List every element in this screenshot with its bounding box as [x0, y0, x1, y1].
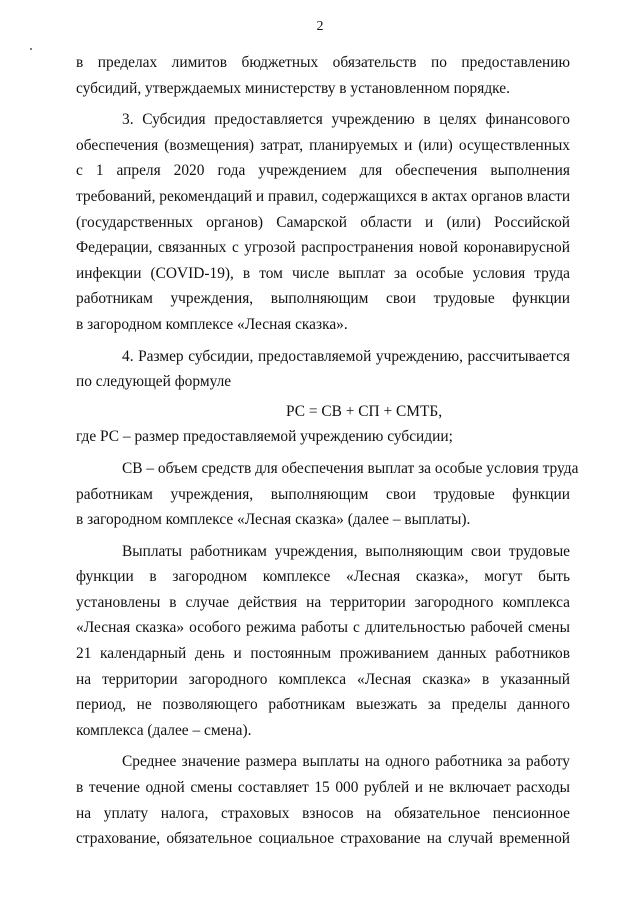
text-line: Выплаты работникам учреждения, выполняющим свои трудовые	[122, 542, 570, 560]
text-line: 4. Размер субсидии, предоставляемой учреждению, рассчитывается	[122, 347, 570, 365]
text-line: обеспечения (возмещения) затрат, планируемых и (или) осуществленных	[76, 136, 570, 154]
text-line: в загородном комплексе «Лесная сказка» (далее – выплаты).	[76, 511, 471, 529]
document-body	[76, 50, 579, 852]
text-line: комплекса (далее – смена).	[76, 721, 252, 739]
text-line: субсидий, утверждаемых министерству в установленном порядке.	[76, 79, 510, 97]
text-line: с 1 апреля 2020 года учреждением для обеспечения выполнения	[76, 162, 570, 180]
text-line: на уплату налога, страховых взносов на обязательное пенсионное	[76, 804, 570, 822]
text-line: установлены в случае действия на территории загородного комплекса	[76, 593, 570, 611]
formula: РС = СВ + СП + СМТБ,	[285, 402, 443, 420]
text-line: 3. Субсидия предоставляется учреждению в целях финансового	[122, 111, 570, 129]
text-line: Среднее значение размера выплаты на одного работника за работу	[122, 753, 570, 771]
text-line: на территории загородного комплекса «Лесная сказка» в указанный	[76, 670, 570, 688]
text-line: «Лесная сказка» особого режима работы с длительностью рабочей смены	[76, 619, 570, 637]
text-line: функции в загородном комплексе «Лесная сказка», могут быть	[76, 568, 570, 586]
text-line: где РС – размер предоставляемой учреждению субсидии;	[76, 428, 453, 446]
text-line: (государственных органов) Самарской области и (или) Российской	[76, 213, 570, 231]
text-line: 21 календарный день и постоянным проживанием данных работников	[76, 645, 570, 663]
text-line: в пределах лимитов бюджетных обязательств по предоставлению	[76, 54, 570, 71]
text-line: требований, рекомендаций и правил, содержащихся в актах органов власти	[76, 187, 571, 205]
text-line: СВ – объем средств для обеспечения выплат за особые условия труда	[122, 459, 579, 477]
page-number: 2	[316, 19, 324, 34]
text-block-after-formula	[76, 424, 579, 852]
scan-speck	[30, 48, 32, 50]
text-line: работникам учреждения, выполняющим свои трудовые функции	[76, 290, 570, 308]
text-line: период, не позволяющего работникам выезжать за пределы данного	[76, 696, 570, 714]
text-line: работникам учреждения, выполняющим свои трудовые функции	[76, 485, 570, 503]
text-line: страхование, обязательное социальное страхование на случай временной	[76, 830, 570, 848]
text-line: Федерации, связанных с угрозой распространения новой коронавирусной	[76, 239, 570, 257]
text-line: инфекции (COVID-19), в том числе выплат за особые условия труда	[76, 264, 570, 282]
text-line: по следующей формуле	[76, 373, 232, 391]
text-block-before-formula	[76, 50, 570, 395]
text-line: в загородном комплексе «Лесная сказка».	[76, 315, 348, 333]
text-line: в течение одной смены составляет 15 000 рублей и не включает расходы	[76, 779, 570, 797]
